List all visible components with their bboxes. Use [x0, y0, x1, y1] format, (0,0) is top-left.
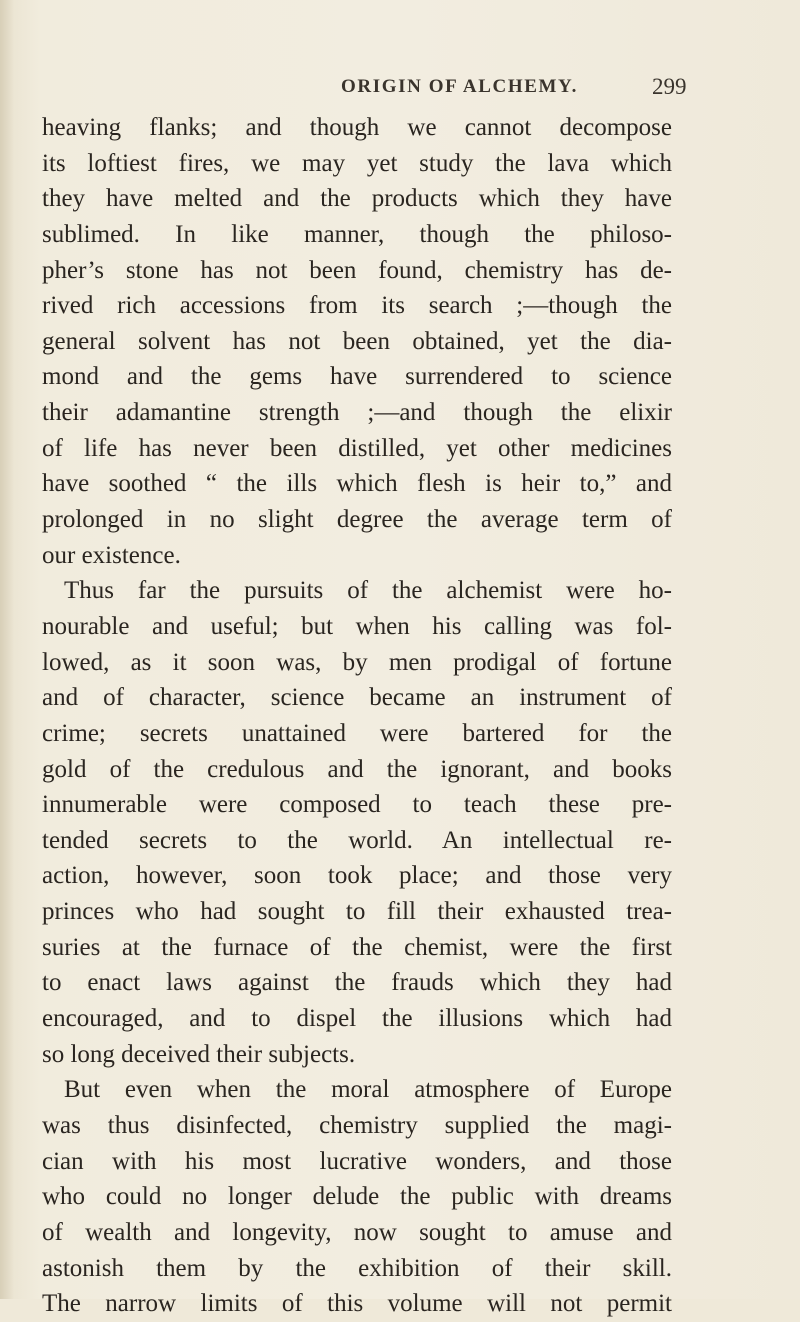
- text-line: was thus disinfected, chemistry supplied the magi-: [42, 1111, 672, 1139]
- text-line: lowed, as it soon was, by men prodigal of fortune: [42, 648, 672, 676]
- text-line: mond and the gems have surrendered to science: [42, 363, 672, 391]
- text-line: prolonged in no slight degree the average term of: [42, 506, 672, 534]
- text-line: to enact laws against the frauds which they had: [42, 969, 672, 997]
- text-line: sublimed. In like manner, though the philoso-: [42, 220, 672, 248]
- gutter-shadow: [0, 0, 14, 1299]
- text-line: rived rich accessions from its search ;—though the: [42, 292, 672, 320]
- body-text: [42, 110, 672, 1322]
- text-line: general solvent has not been obtained, yet the dia-: [42, 327, 672, 355]
- text-line: pher’s stone has not been found, chemistry has de-: [42, 256, 672, 284]
- text-line: The narrow limits of this volume will not permit: [42, 1290, 672, 1318]
- text-line: astonish them by the exhibition of their skill.: [42, 1254, 672, 1282]
- text-line: cian with his most lucrative wonders, and those: [42, 1147, 672, 1175]
- text-line: crime; secrets unattained were bartered for the: [42, 719, 672, 747]
- text-line: they have melted and the products which they have: [42, 185, 672, 213]
- text-line: heaving flanks; and though we cannot decompose: [42, 114, 672, 141]
- page-number: 299: [652, 74, 687, 99]
- text-line: suries at the furnace of the chemist, were the first: [42, 933, 672, 961]
- text-line: and of character, science became an instrument of: [42, 684, 672, 712]
- text-line: their adamantine strength ;—and though the elixir: [42, 399, 672, 427]
- text-line: But even when the moral atmosphere of Europe: [64, 1076, 672, 1104]
- text-line: its loftiest fires, we may yet study the lava which: [42, 149, 672, 177]
- text-line: nourable and useful; but when his calling was fol-: [42, 612, 672, 640]
- text-line: innumerable were composed to teach these pre-: [42, 791, 672, 819]
- text-line: encouraged, and to dispel the illusions which had: [42, 1005, 672, 1033]
- text-line: have soothed “ the ills which flesh is heir to,” and: [42, 470, 672, 498]
- text-line: who could no longer delude the public with dreams: [42, 1183, 672, 1211]
- text-line: of life has never been distilled, yet other medicines: [42, 434, 672, 462]
- text-line: our existence.: [42, 541, 181, 569]
- text-line: gold of the credulous and the ignorant, and books: [42, 755, 672, 783]
- text-line: princes who had sought to fill their exhausted trea-: [42, 898, 672, 926]
- text-line: Thus far the pursuits of the alchemist were ho-: [64, 577, 672, 605]
- running-head: [0, 72, 800, 106]
- running-title: ORIGIN OF ALCHEMY.: [341, 76, 578, 97]
- text-line: action, however, soon took place; and those very: [42, 862, 672, 890]
- text-line: tended secrets to the world. An intellectual re-: [42, 826, 672, 854]
- text-line: so long deceived their subjects.: [42, 1040, 356, 1068]
- text-line: of wealth and longevity, now sought to amuse and: [42, 1218, 672, 1246]
